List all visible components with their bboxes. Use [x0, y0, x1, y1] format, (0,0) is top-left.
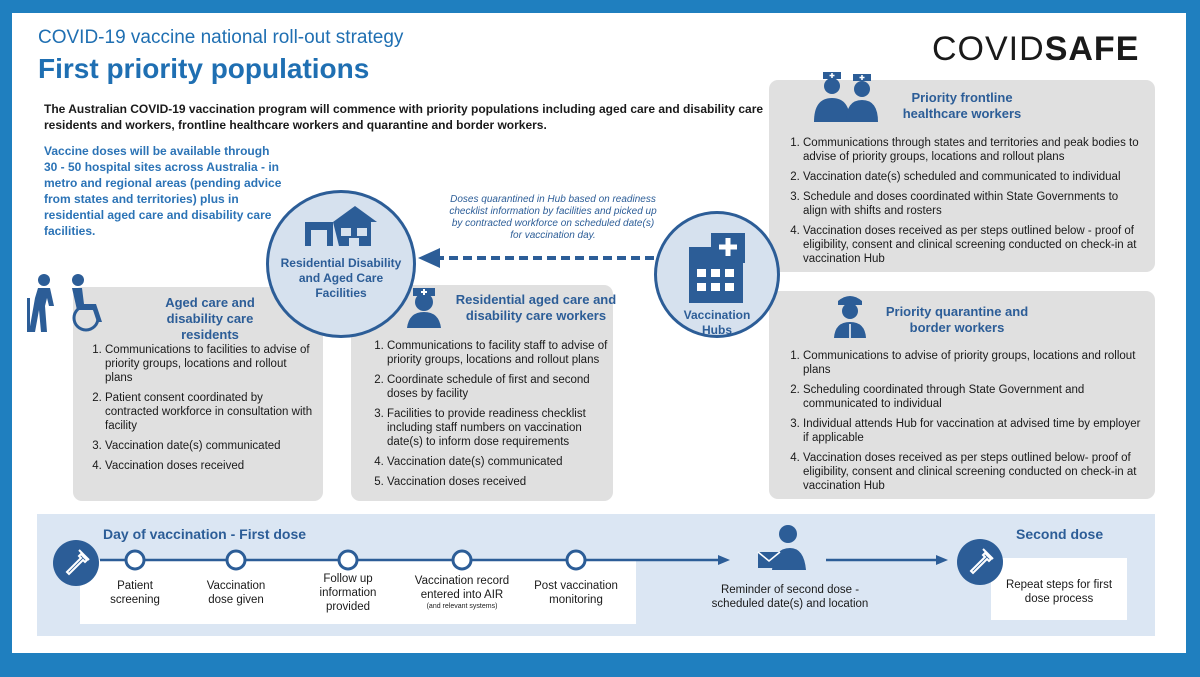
- second-dose-arrow: [826, 553, 948, 567]
- list-item: 4. Vaccination doses received as per steps outlined below- proof of eligibility, consent and clinical screening conducted on check-in at vaccination Hub: [803, 451, 1145, 493]
- step-patient-screening: Patient screening: [110, 580, 160, 606]
- timeline-node: [565, 549, 587, 571]
- list-item: 1. Communications to facility staff to advise of priority groups, locations and rollout plans: [387, 339, 609, 367]
- dashed-arrow: [416, 246, 656, 270]
- timeline-node: [225, 549, 247, 571]
- step-air-record: [397, 574, 527, 611]
- panel-title: Aged care and disability care residents: [165, 295, 255, 342]
- list-item: 2. Patient consent coordinated by contracted workforce in consultation with facility: [105, 391, 317, 433]
- vaccine-syringe-icon: [53, 540, 99, 586]
- list-item: 4. Vaccination doses received: [105, 459, 317, 473]
- timeline-node: [124, 549, 146, 571]
- list-item: 4. Vaccination date(s) communicated: [387, 455, 609, 469]
- second-dose-text: Repeat steps for first dose process: [1005, 579, 1113, 605]
- panel-title: Residential aged care and disability care workers: [455, 292, 617, 323]
- panel-quarantine: [769, 291, 1155, 499]
- step-air-record-label: Vaccination record entered into AIR: [414, 575, 510, 601]
- hubs-label: Vaccination Hubs: [683, 308, 751, 337]
- timeline-node: [451, 549, 473, 571]
- hospital-icon: [687, 233, 745, 305]
- step-follow-up: Follow up information provided: [319, 573, 377, 613]
- step-dose-given: Vaccination dose given: [206, 580, 266, 606]
- list-item: 3. Vaccination date(s) communicated: [105, 439, 317, 453]
- intro-text: The Australian COVID-19 vaccination program will commence with priority populations including aged care and disability care residents and workers, frontline healthcare workers and quarantine and border workers.: [44, 102, 764, 132]
- list-item: 2. Vaccination date(s) scheduled and communicated to individual: [803, 170, 1145, 184]
- phone-reminder-icon: [756, 522, 808, 572]
- healthcare-workers-icon: [811, 69, 883, 123]
- step-monitoring: Post vaccination monitoring: [534, 580, 618, 606]
- page-subtitle: COVID-19 vaccine national roll-out strategy: [38, 27, 404, 48]
- list-item: 1. Communications to facilities to advise of priority groups, locations and rollout plans: [105, 343, 317, 385]
- timeline-line: [100, 550, 730, 570]
- elderly-wheelchair-icon: [22, 272, 114, 334]
- reminder-text: Reminder of second dose - scheduled date(s) and location: [711, 584, 869, 610]
- list-item: 1. Communications through states and territories and peak bodies to advise of priority groups, locations and rollout plans: [803, 136, 1145, 164]
- house-icon: [303, 204, 381, 248]
- list-item: 1. Communications to advise of priority groups, locations and rollout plans: [803, 349, 1145, 377]
- timeline-title: Day of vaccination - First dose: [103, 526, 307, 542]
- panel-title: Priority quarantine and border workers: [885, 304, 1029, 335]
- facilities-label: Residential Disability and Aged Care Facilities: [280, 256, 402, 300]
- panel-title: Priority frontline healthcare workers: [902, 90, 1022, 121]
- officer-icon: [832, 293, 868, 339]
- doses-info-text: Vaccine doses will be available through 30 - 50 hospital sites across Australia - in metro and regional areas (pending advice from states and territories) plus in residential aged care and disability care facilities.: [44, 144, 282, 238]
- list-item: 4. Vaccination doses received as per steps outlined below - proof of eligibility, consent and clinical screening conducted on check-in at vaccination Hub: [803, 224, 1145, 266]
- list-item: 5. Vaccination doses received: [387, 475, 609, 489]
- covidsafe-logo: COVIDSAFE: [932, 30, 1140, 68]
- panel-list: [87, 343, 317, 479]
- timeline-node: [337, 549, 359, 571]
- second-dose-title: Second dose: [1016, 526, 1104, 542]
- list-item: 3. Individual attends Hub for vaccination at advised time by employer if applicable: [803, 417, 1145, 445]
- list-item: 3. Schedule and doses coordinated within State Governments to align with shifts and rosters: [803, 190, 1145, 218]
- list-item: 2. Scheduling coordinated through State Government and communicated to individual: [803, 383, 1145, 411]
- list-item: 3. Facilities to provide readiness checklist including staff numbers on vaccination date(s) to inform dose requirements: [387, 407, 609, 449]
- list-item: 2. Coordinate schedule of first and second doses by facility: [387, 373, 609, 401]
- step-air-note: (and relevant systems): [426, 603, 498, 610]
- page-title: First priority populations: [38, 53, 370, 84]
- panel-list: [785, 349, 1145, 499]
- panel-list: [369, 339, 609, 495]
- panel-list: [785, 136, 1145, 272]
- hub-note: Doses quarantined in Hub based on readiness checklist information by facilities and picked up by contracted workforce on scheduled date(s) for vaccination day.: [449, 194, 657, 241]
